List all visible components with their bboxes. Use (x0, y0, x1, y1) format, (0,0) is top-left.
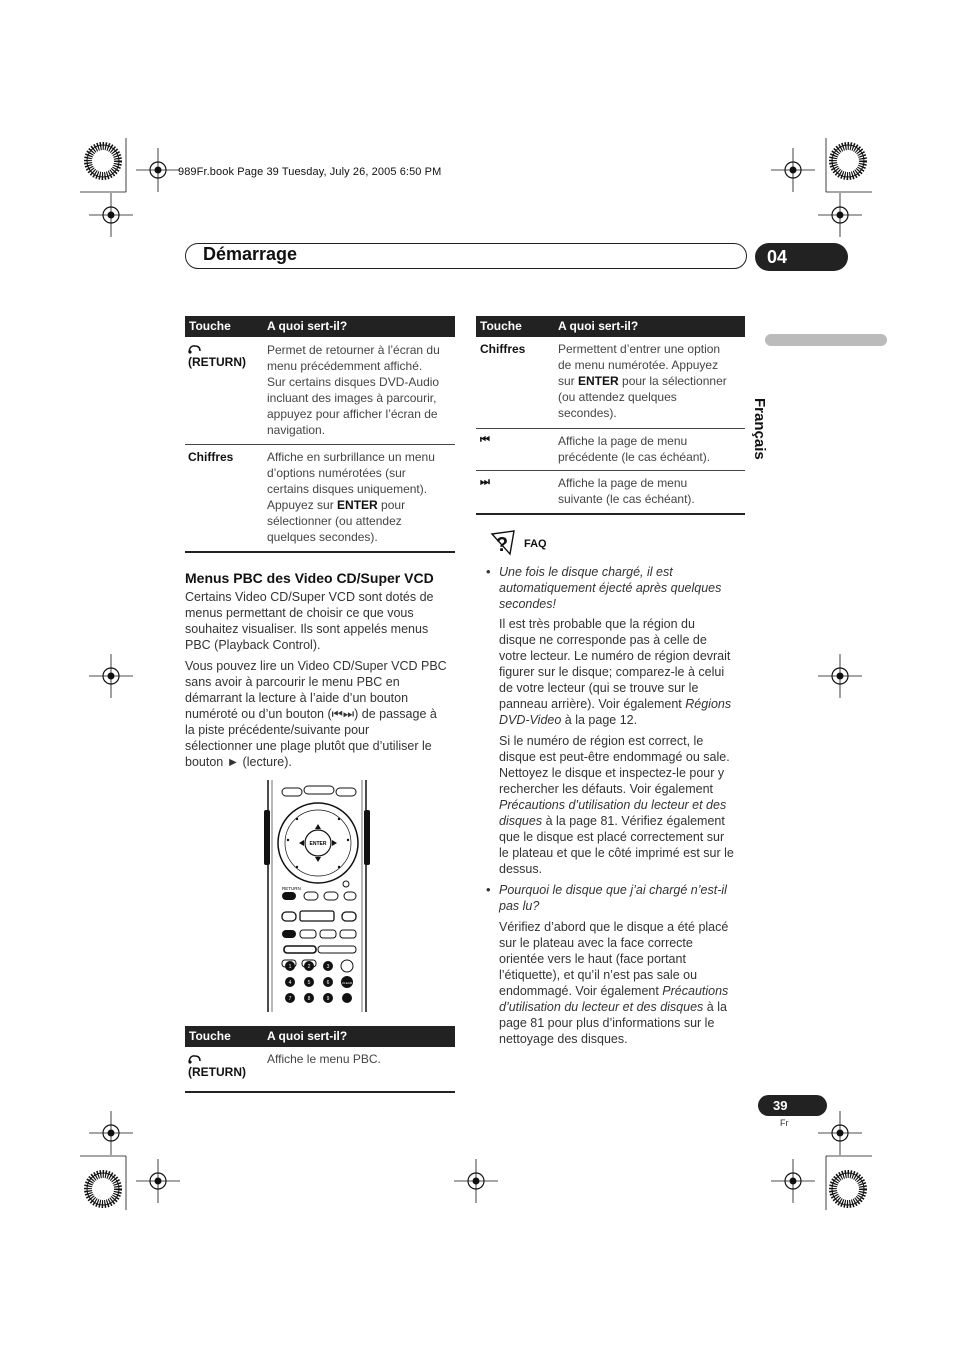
pbc-para-1: Certains Video CD/Super VCD sont dotés de menus permettant de choisir ce que vous souhaitez visualiser. Ils sont appelés menus PBC (Playback Control). (185, 590, 434, 652)
remote-return-label: RETURN (282, 886, 301, 891)
faq-question-1: Une fois le disque chargé, il est automatiquement éjecté après quelques secondes! (499, 565, 722, 611)
faq-bullet: • (486, 882, 491, 897)
row-desc: Affiche la page de menu précédente (le cas échéant). (558, 434, 711, 464)
keys-table-bottom (185, 1026, 455, 1093)
faq-bullet: • (486, 564, 491, 579)
remote-key-5: 5 (307, 980, 311, 986)
key-return: (RETURN) (188, 1065, 246, 1079)
col-touche: Touche (189, 319, 231, 333)
faq-answer-1-para-2: Si le numéro de région est correct, le disque est peut-être endommagé ou sale. Nettoyez le disque et inspectez-le pour y rechercher les défauts. Voir également Précautions d’utilisation du lecteur et des disques à la page 81. Vérifiez également que le disque est placé correctement sur le plateau et que le côté imprimé est sur le dessus. (499, 734, 734, 876)
print-header: 989Fr.book Page 39 Tuesday, July 26, 2005 6:50 PM (178, 166, 442, 178)
table-row (476, 471, 745, 515)
chapter-number: 04 (755, 243, 848, 271)
faq-icon (490, 530, 518, 556)
remote-enter-label: ENTER (309, 841, 327, 847)
return-icon (188, 344, 202, 354)
col-a-quoi: A quoi sert-il? (267, 319, 348, 333)
remote-key-8: 8 (307, 996, 311, 1002)
key-return: (RETURN) (188, 355, 246, 369)
table-row (476, 429, 745, 471)
keys-table-right (476, 316, 745, 515)
row-desc: Affiche la page de menu suivante (le cas échéant). (558, 476, 695, 506)
table-header (185, 1026, 455, 1047)
col-touche: Touche (480, 319, 522, 333)
remote-key-4: 4 (288, 980, 292, 986)
keys-table-top (185, 316, 455, 553)
pbc-para-2: Vous pouvez lire un Video CD/Super VCD PBC sans avoir à parcourir le menu PBC en démarrant la lecture à l’aide d’un bouton numéroté ou d’un bouton (⏮⏭) de passage à la piste précédente/suivante pour sélectionner une plage plutôt que d’utiliser le bouton ► (lecture). (185, 659, 447, 769)
return-icon (188, 1054, 202, 1064)
key-next-icon: ⏭ (480, 476, 488, 488)
remote-key-3: 3 (326, 964, 330, 970)
table-header (476, 316, 745, 337)
language-tab: Français (751, 398, 768, 460)
table-header (185, 316, 455, 337)
key-chiffres: Chiffres (480, 342, 526, 356)
col-a-quoi: A quoi sert-il? (267, 1029, 348, 1043)
remote-key-1: 1 (288, 964, 292, 970)
remote-key-7: 7 (288, 996, 292, 1002)
faq-title: FAQ (524, 538, 547, 550)
row-desc: Affiche le menu PBC. (267, 1052, 381, 1066)
faq-answer-2: Vérifiez d’abord que le disque a été placé sur le plateau avec la face correcte orientée vers le haut (face portant l’étiquette), et qu’il n’est pas sale ou endommagé. Voir également Précautions d’utilisation du lecteur et des disques à la page 81 pour plus d’informations sur le nettoyage des disques. (499, 920, 729, 1046)
row-desc: Affiche en surbrillance un menu d’options numérotées (sur certains disques uniquement). Appuyez sur ENTER pour sélectionner (ou attendez quelques secondes). (267, 450, 435, 544)
col-a-quoi: A quoi sert-il? (558, 319, 639, 333)
table-row (476, 337, 745, 429)
table-row (185, 1047, 455, 1093)
table-row (185, 337, 455, 445)
chapter-title: Démarrage (203, 244, 298, 264)
remote-key-9: 9 (326, 996, 330, 1002)
col-touche: Touche (189, 1029, 231, 1043)
remote-key-clear: CLEAR (341, 981, 353, 985)
faq-question-2: Pourquoi le disque que j’ai chargé n’est-il pas lu? (499, 883, 727, 913)
key-chiffres: Chiffres (188, 450, 234, 464)
faq-answer-1-para-1: Il est très probable que la région du disque ne corresponde pas à celle de votre lecteur. Le numéro de région devrait figurer sur le disque; comparez-le à celui de votre lecteur (qui se trouve sur le panneau arrière). Voir également Régions DVD-Video à la page 12. (499, 617, 732, 727)
row-desc: Permet de retourner à l’écran du menu précédemment affiché. Sur certains disques DVD-Audio incluant des images à parcourir, appuyez pour afficher l’écran de navigation. (267, 343, 440, 437)
table-row (185, 445, 455, 553)
language-tab-bar (765, 334, 887, 346)
remote-control-illustration (262, 780, 372, 1015)
page-number: 39 (758, 1095, 827, 1116)
svg-text:?: ? (495, 534, 509, 556)
remote-key-2: 2 (307, 964, 311, 970)
key-previous-icon: ⏮ (480, 434, 488, 446)
pbc-section-title: Menus PBC des Video CD/Super VCD (185, 570, 434, 586)
remote-key-6: 6 (326, 980, 330, 986)
row-desc: Permettent d’entrer une option de menu numérotée. Appuyez sur ENTER pour la sélectionner (ou attendez quelques secondes). (558, 342, 727, 420)
page-language: Fr (780, 1118, 789, 1128)
